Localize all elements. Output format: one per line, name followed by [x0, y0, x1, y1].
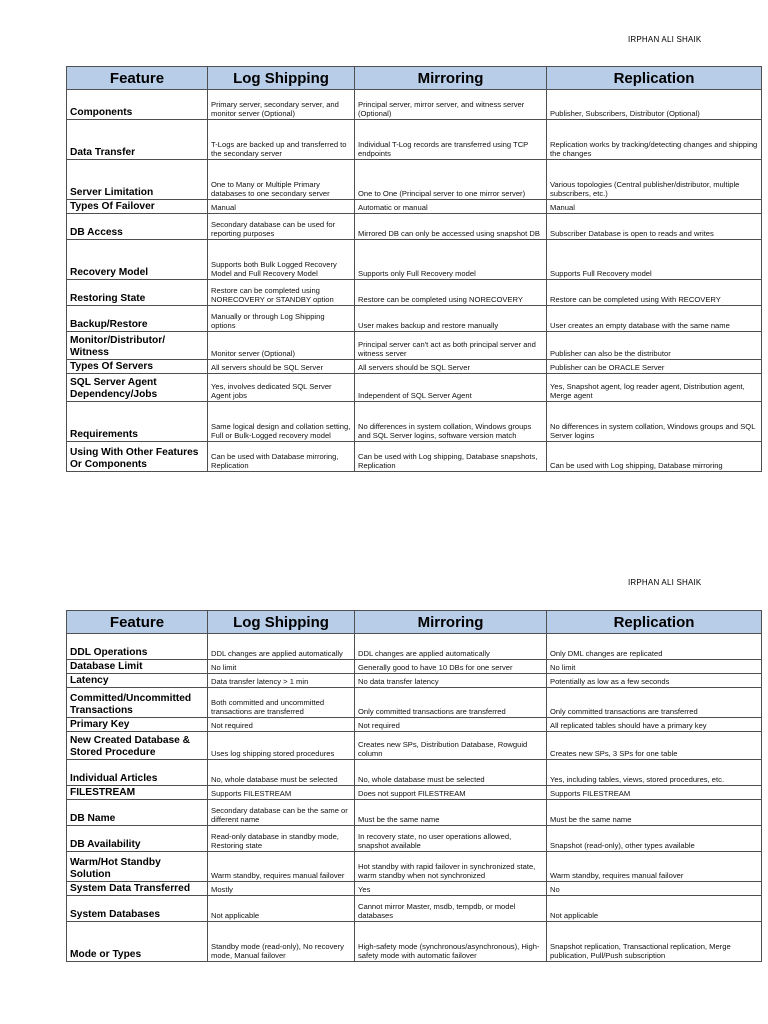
table-row — [67, 634, 762, 660]
cell-replication: Yes, including tables, views, stored procedures, etc. — [547, 760, 762, 786]
table-row — [67, 826, 762, 852]
cell-replication: Snapshot (read-only), other types available — [547, 826, 762, 852]
cell-feature: Server Limitation — [67, 160, 208, 200]
cell-replication: Supports FILESTREAM — [547, 786, 762, 800]
cell-replication: Publisher can be ORACLE Server — [547, 360, 762, 374]
table-row — [67, 160, 762, 200]
table-row — [67, 660, 762, 674]
cell-feature: Primary Key — [67, 718, 208, 732]
cell-mirroring: In recovery state, no user operations allowed, snapshot available — [355, 826, 547, 852]
cell-log-shipping: All servers should be SQL Server — [208, 360, 355, 374]
cell-feature: Monitor/Distributor/ Witness — [67, 332, 208, 360]
cell-replication: Warm standby, requires manual failover — [547, 852, 762, 882]
cell-log-shipping: Both committed and uncommitted transactions are transferred — [208, 688, 355, 718]
cell-feature: New Created Database & Stored Procedure — [67, 732, 208, 760]
cell-mirroring: Creates new SPs, Distribution Database, Rowguid column — [355, 732, 547, 760]
table-row — [67, 786, 762, 800]
cell-feature: Data Transfer — [67, 120, 208, 160]
cell-mirroring: Does not support FILESTREAM — [355, 786, 547, 800]
table-row — [67, 922, 762, 962]
cell-mirroring: Individual T-Log records are transferred using TCP endpoints — [355, 120, 547, 160]
cell-feature: Latency — [67, 674, 208, 688]
cell-mirroring: No differences in system collation, Windows groups and SQL Server logins, software version match — [355, 402, 547, 442]
cell-feature: System Data Transferred — [67, 882, 208, 896]
cell-log-shipping: DDL changes are applied automatically — [208, 634, 355, 660]
cell-feature: DB Name — [67, 800, 208, 826]
cell-mirroring: Yes — [355, 882, 547, 896]
cell-feature: DDL Operations — [67, 634, 208, 660]
cell-replication: Must be the same name — [547, 800, 762, 826]
cell-feature: Recovery Model — [67, 240, 208, 280]
cell-mirroring: Automatic or manual — [355, 200, 547, 214]
cell-mirroring: User makes backup and restore manually — [355, 306, 547, 332]
table-row — [67, 280, 762, 306]
header-mirroring: Mirroring — [355, 67, 547, 90]
cell-feature: Restoring State — [67, 280, 208, 306]
cell-mirroring: Principal server can't act as both principal server and witness server — [355, 332, 547, 360]
header-feature: Feature — [67, 611, 208, 634]
cell-replication: All replicated tables should have a primary key — [547, 718, 762, 732]
table-row — [67, 306, 762, 332]
cell-log-shipping: Supports both Bulk Logged Recovery Model and Full Recovery Model — [208, 240, 355, 280]
cell-replication: Restore can be completed using With RECOVERY — [547, 280, 762, 306]
table-row — [67, 374, 762, 402]
cell-log-shipping: Same logical design and collation setting, Full or Bulk-Logged recovery model — [208, 402, 355, 442]
cell-feature: SQL Server Agent Dependency/Jobs — [67, 374, 208, 402]
cell-mirroring: Only committed transactions are transferred — [355, 688, 547, 718]
header-replication: Replication — [547, 611, 762, 634]
cell-feature: Mode or Types — [67, 922, 208, 962]
cell-feature: Using With Other Features Or Components — [67, 442, 208, 472]
table-row — [67, 200, 762, 214]
cell-log-shipping: Data transfer latency > 1 min — [208, 674, 355, 688]
cell-mirroring: No data transfer latency — [355, 674, 547, 688]
table-row — [67, 332, 762, 360]
table-row — [67, 90, 762, 120]
cell-replication: Not applicable — [547, 896, 762, 922]
cell-feature: Components — [67, 90, 208, 120]
table-row — [67, 718, 762, 732]
author-name: IRPHAN ALI SHAIK — [628, 35, 702, 44]
cell-feature: Backup/Restore — [67, 306, 208, 332]
table-row — [67, 882, 762, 896]
cell-log-shipping: Restore can be completed using NORECOVERY or STANDBY option — [208, 280, 355, 306]
cell-log-shipping: Monitor server (Optional) — [208, 332, 355, 360]
table-row — [67, 800, 762, 826]
table-row — [67, 896, 762, 922]
cell-log-shipping: Warm standby, requires manual failover — [208, 852, 355, 882]
cell-log-shipping: Yes, involves dedicated SQL Server Agent jobs — [208, 374, 355, 402]
cell-mirroring: Can be used with Log shipping, Database snapshots, Replication — [355, 442, 547, 472]
cell-replication: Replication works by tracking/detecting changes and shipping the changes — [547, 120, 762, 160]
cell-replication: Various topologies (Central publisher/distributor, multiple subscribers, etc.) — [547, 160, 762, 200]
cell-feature: Database Limit — [67, 660, 208, 674]
cell-log-shipping: One to Many or Multiple Primary databases to one secondary server — [208, 160, 355, 200]
cell-mirroring: No, whole database must be selected — [355, 760, 547, 786]
cell-log-shipping: T-Logs are backed up and transferred to the secondary server — [208, 120, 355, 160]
cell-mirroring: All servers should be SQL Server — [355, 360, 547, 374]
cell-feature: Committed/Uncommitted Transactions — [67, 688, 208, 718]
cell-log-shipping: Secondary database can be used for reporting purposes — [208, 214, 355, 240]
cell-mirroring: Cannot mirror Master, msdb, tempdb, or model databases — [355, 896, 547, 922]
comparison-table-2 — [66, 610, 762, 962]
cell-replication: Supports Full Recovery model — [547, 240, 762, 280]
cell-feature: Warm/Hot Standby Solution — [67, 852, 208, 882]
cell-mirroring: Must be the same name — [355, 800, 547, 826]
header-row — [67, 67, 762, 90]
table-row — [67, 240, 762, 280]
cell-feature: DB Access — [67, 214, 208, 240]
cell-log-shipping: No limit — [208, 660, 355, 674]
cell-log-shipping: Read-only database in standby mode, Restoring state — [208, 826, 355, 852]
cell-mirroring: Restore can be completed using NORECOVERY — [355, 280, 547, 306]
table-row — [67, 674, 762, 688]
cell-feature: Types Of Failover — [67, 200, 208, 214]
table-row — [67, 214, 762, 240]
cell-replication: No limit — [547, 660, 762, 674]
cell-log-shipping: Not applicable — [208, 896, 355, 922]
header-mirroring: Mirroring — [355, 611, 547, 634]
cell-mirroring: Not required — [355, 718, 547, 732]
cell-replication: Yes, Snapshot agent, log reader agent, Distribution agent, Merge agent — [547, 374, 762, 402]
header-log-shipping: Log Shipping — [208, 611, 355, 634]
cell-log-shipping: Manually or through Log Shipping options — [208, 306, 355, 332]
cell-replication: Can be used with Log shipping, Database mirroring — [547, 442, 762, 472]
cell-replication: Creates new SPs, 3 SPs for one table — [547, 732, 762, 760]
header-row — [67, 611, 762, 634]
cell-feature: DB Availability — [67, 826, 208, 852]
cell-mirroring: DDL changes are applied automatically — [355, 634, 547, 660]
cell-mirroring: High-safety mode (synchronous/asynchronous), High-safety mode with automatic failover — [355, 922, 547, 962]
cell-replication: Subscriber Database is open to reads and writes — [547, 214, 762, 240]
cell-replication: Only committed transactions are transferred — [547, 688, 762, 718]
cell-log-shipping: Secondary database can be the same or different name — [208, 800, 355, 826]
cell-feature: Types Of Servers — [67, 360, 208, 374]
table-row — [67, 760, 762, 786]
cell-log-shipping: Manual — [208, 200, 355, 214]
cell-feature: System Databases — [67, 896, 208, 922]
table-row — [67, 442, 762, 472]
table-row — [67, 732, 762, 760]
cell-replication: No — [547, 882, 762, 896]
cell-log-shipping: Mostly — [208, 882, 355, 896]
table-row — [67, 120, 762, 160]
cell-log-shipping: Uses log shipping stored procedures — [208, 732, 355, 760]
author-name-2: IRPHAN ALI SHAIK — [628, 578, 702, 587]
header-replication: Replication — [547, 67, 762, 90]
cell-feature: FILESTREAM — [67, 786, 208, 800]
table-row — [67, 852, 762, 882]
comparison-table-1 — [66, 66, 762, 472]
cell-replication: Only DML changes are replicated — [547, 634, 762, 660]
table-row — [67, 360, 762, 374]
cell-log-shipping: No, whole database must be selected — [208, 760, 355, 786]
cell-mirroring: Principal server, mirror server, and witness server (Optional) — [355, 90, 547, 120]
cell-log-shipping: Standby mode (read-only), No recovery mode, Manual failover — [208, 922, 355, 962]
cell-mirroring: Generally good to have 10 DBs for one server — [355, 660, 547, 674]
cell-mirroring: Hot standby with rapid failover in synchronized state, warm standby when not synchronized — [355, 852, 547, 882]
header-feature: Feature — [67, 67, 208, 90]
cell-replication: Potentially as low as a few seconds — [547, 674, 762, 688]
cell-log-shipping: Supports FILESTREAM — [208, 786, 355, 800]
cell-replication: Manual — [547, 200, 762, 214]
table-row — [67, 688, 762, 718]
cell-mirroring: One to One (Principal server to one mirror server) — [355, 160, 547, 200]
cell-replication: No differences in system collation, Windows groups and SQL Server logins — [547, 402, 762, 442]
table-row — [67, 402, 762, 442]
cell-replication: Publisher, Subscribers, Distributor (Optional) — [547, 90, 762, 120]
cell-mirroring: Mirrored DB can only be accessed using snapshot DB — [355, 214, 547, 240]
cell-log-shipping: Primary server, secondary server, and monitor server (Optional) — [208, 90, 355, 120]
cell-replication: Publisher can also be the distributor — [547, 332, 762, 360]
cell-replication: Snapshot replication, Transactional replication, Merge publication, Pull/Push subscription — [547, 922, 762, 962]
cell-log-shipping: Can be used with Database mirroring, Replication — [208, 442, 355, 472]
cell-mirroring: Supports only Full Recovery model — [355, 240, 547, 280]
cell-mirroring: Independent of SQL Server Agent — [355, 374, 547, 402]
cell-replication: User creates an empty database with the same name — [547, 306, 762, 332]
cell-log-shipping: Not required — [208, 718, 355, 732]
cell-feature: Requirements — [67, 402, 208, 442]
cell-feature: Individual Articles — [67, 760, 208, 786]
header-log-shipping: Log Shipping — [208, 67, 355, 90]
